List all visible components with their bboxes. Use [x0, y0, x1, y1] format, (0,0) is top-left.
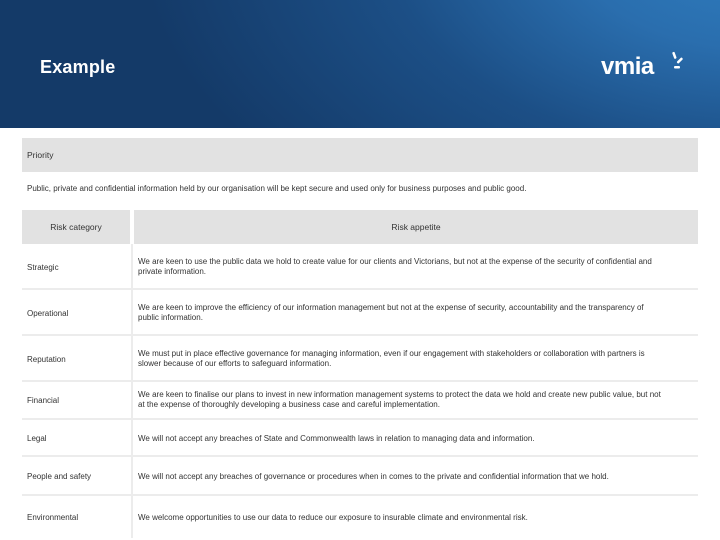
risk-appetite-cell: We welcome opportunities to use our data to reduce our exposure to insurable climate and environmental risk. — [138, 513, 528, 522]
risk-appetite-cell: We will not accept any breaches of governance or procedures when in comes to the private and confidential information that we hold. — [138, 472, 609, 481]
column-divider — [131, 420, 133, 455]
page-title: Example — [40, 57, 116, 77]
risk-table — [22, 210, 698, 538]
table-row — [22, 244, 698, 290]
header-banner — [0, 0, 720, 128]
column-divider — [131, 457, 133, 494]
table-row — [22, 496, 698, 538]
risk-appetite-cell: We are keen to finalise our plans to invest in new information management systems to protect the data we hold and create new public value, but not at the expense of thoroughly developing a business case and careful implementation. — [138, 390, 661, 409]
risk-category-cell: Financial — [27, 396, 60, 405]
risk-appetite-cell: We will not accept any breaches of State and Commonwealth laws in relation to managing data and information. — [138, 434, 535, 443]
column-divider — [131, 382, 133, 418]
table-header — [22, 210, 698, 244]
risk-appetite-cell: We must put in place effective governance for managing information, even if our engagement with stakeholders or collaboration with partners is slower because of our efforts to safeguard information. — [138, 349, 645, 368]
sparkle-icon — [672, 52, 683, 69]
risk-category-cell: Legal — [27, 434, 47, 443]
table-row — [22, 457, 698, 496]
header-risk-category: Risk category — [22, 210, 130, 244]
priority-header — [22, 138, 698, 172]
column-divider — [131, 496, 133, 538]
vmia-logo — [601, 48, 691, 80]
risk-appetite-cell: We are keen to improve the efficiency of our information management but not at the expense of security, accountability and the transparency of public information. — [138, 303, 644, 322]
table-row — [22, 290, 698, 336]
priority-statement: Public, private and confidential information held by our organisation will be kept secure and used only for business purposes and public good. — [27, 184, 527, 193]
risk-category-cell: People and safety — [27, 472, 92, 481]
risk-category-cell: Strategic — [27, 263, 59, 272]
table-row — [22, 336, 698, 382]
risk-category-cell: Environmental — [27, 513, 79, 522]
column-divider — [131, 336, 133, 380]
table-row — [22, 420, 698, 457]
header-risk-appetite: Risk appetite — [134, 210, 698, 244]
risk-category-cell: Operational — [27, 309, 69, 318]
priority-label: Priority — [27, 150, 54, 160]
logo-text: vmia — [601, 53, 654, 80]
column-divider — [131, 290, 133, 334]
risk-category-cell: Reputation — [27, 355, 66, 364]
column-divider — [131, 244, 133, 288]
risk-appetite-cell: We are keen to use the public data we hold to create value for our clients and Victorians, but not at the expense of the security of confidential and private information. — [138, 257, 652, 276]
table-row — [22, 382, 698, 420]
